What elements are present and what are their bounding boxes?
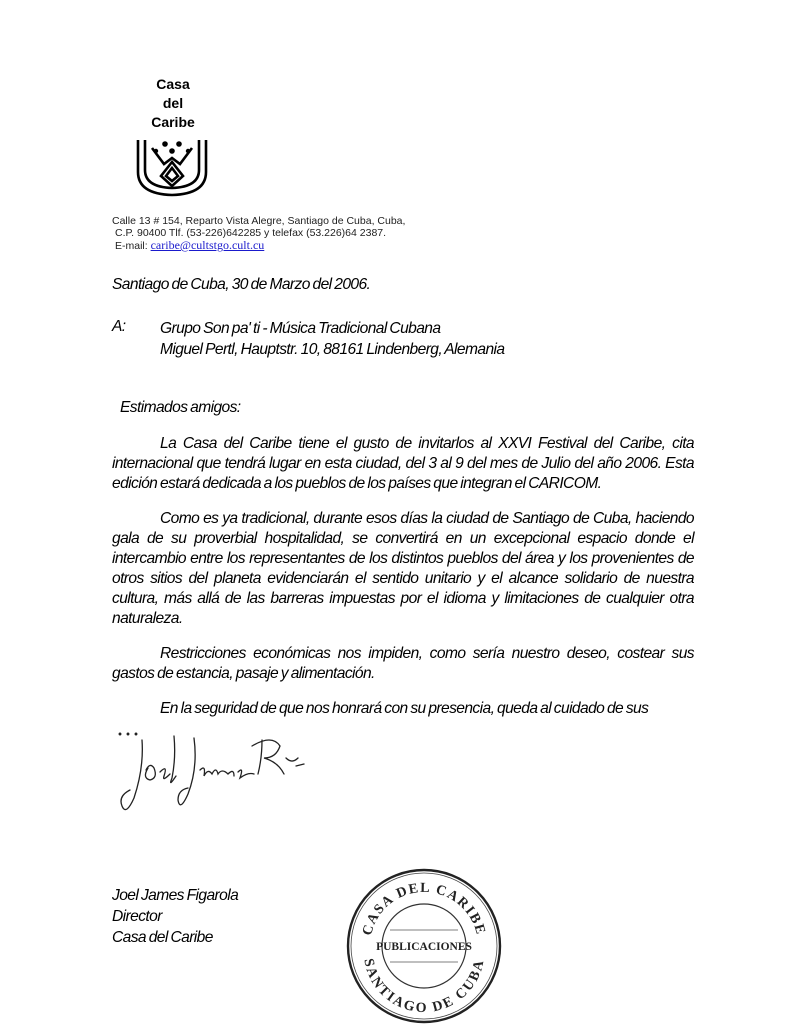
body-paragraph-4: En la seguridad de que nos honrará con su presencia, queda al cuidado de sus: [160, 700, 649, 717]
org-line-2: del: [162, 95, 184, 111]
email-label: E-mail:: [115, 240, 148, 252]
stamp-bottom-text: SANTIAGO DE CUBA: [360, 957, 488, 1017]
casa-del-caribe-logo-icon: [132, 136, 212, 198]
signatory-name: Joel James Figarola: [112, 887, 239, 904]
recipient-line-1: Grupo Son pa' ti - Música Tradicional Cubana: [160, 320, 441, 337]
recipient-address: [160, 318, 504, 360]
svg-text:CASA DEL CARIBE: [360, 881, 488, 937]
address-line-2: C.P. 90400 Tlf. (53-226)642285 y telefax (53.226)64 2387.: [115, 227, 387, 239]
body-paragraph-1: La Casa del Caribe tiene el gusto de invitarlos al XXVI Festival del Caribe, cita internacional que tendrá lugar en esta ciudad, del 3 al 9 del mes de Julio del año 2006. Esta edición estará dedicada a los pueblos de los países que integran el CARICOM.: [112, 435, 694, 492]
recipient-line-2: Miguel Pertl, Hauptstr. 10, 88161 Lindenberg, Alemania: [160, 341, 505, 358]
body-paragraph-3: Restricciones económicas nos impiden, como sería nuestro deseo, costear sus gastos de estancia, pasaje y alimentación.: [112, 645, 694, 682]
body-paragraph-2: Como es ya tradicional, durante esos días la ciudad de Santiago de Cuba, haciendo gala de su proverbial hospitalidad, se convertirá en un excepcional espacio donde el intercambio entre los representantes de los distintos pueblos del área y los provenientes de otros sitios del planeta evidenciarán el sentido unitario y el alcance solidario de nuestra cultura, más allá de las barreras impuestas por el idioma y limitaciones de cualquier otra naturaleza.: [112, 510, 694, 627]
stamp-center-text: PUBLICACIONES: [376, 941, 472, 953]
salutation: Estimados amigos:: [120, 399, 241, 416]
letter-date: Santiago de Cuba, 30 de Marzo del 2006.: [112, 276, 371, 293]
recipient-label: A:: [112, 318, 126, 335]
signatory-block: [112, 885, 238, 948]
signatory-title: Director: [112, 908, 162, 925]
letterhead-address: [112, 215, 405, 252]
organization-name: [140, 75, 206, 132]
address-line-1: Calle 13 # 154, Reparto Vista Alegre, Santiago de Cuba, Cuba,: [112, 215, 406, 227]
email-line: [112, 239, 405, 252]
stamp-top-text: CASA DEL CARIBE: [360, 880, 488, 938]
email-link[interactable]: caribe@cultstgo.cult.cu: [150, 238, 265, 252]
publicaciones-stamp-icon: [344, 866, 504, 1026]
handwritten-signature-icon: [112, 728, 312, 820]
signatory-organization: Casa del Caribe: [112, 929, 213, 946]
letter-body: [112, 434, 694, 719]
org-line-1: Casa: [156, 76, 190, 92]
org-line-3: Caribe: [151, 114, 195, 130]
